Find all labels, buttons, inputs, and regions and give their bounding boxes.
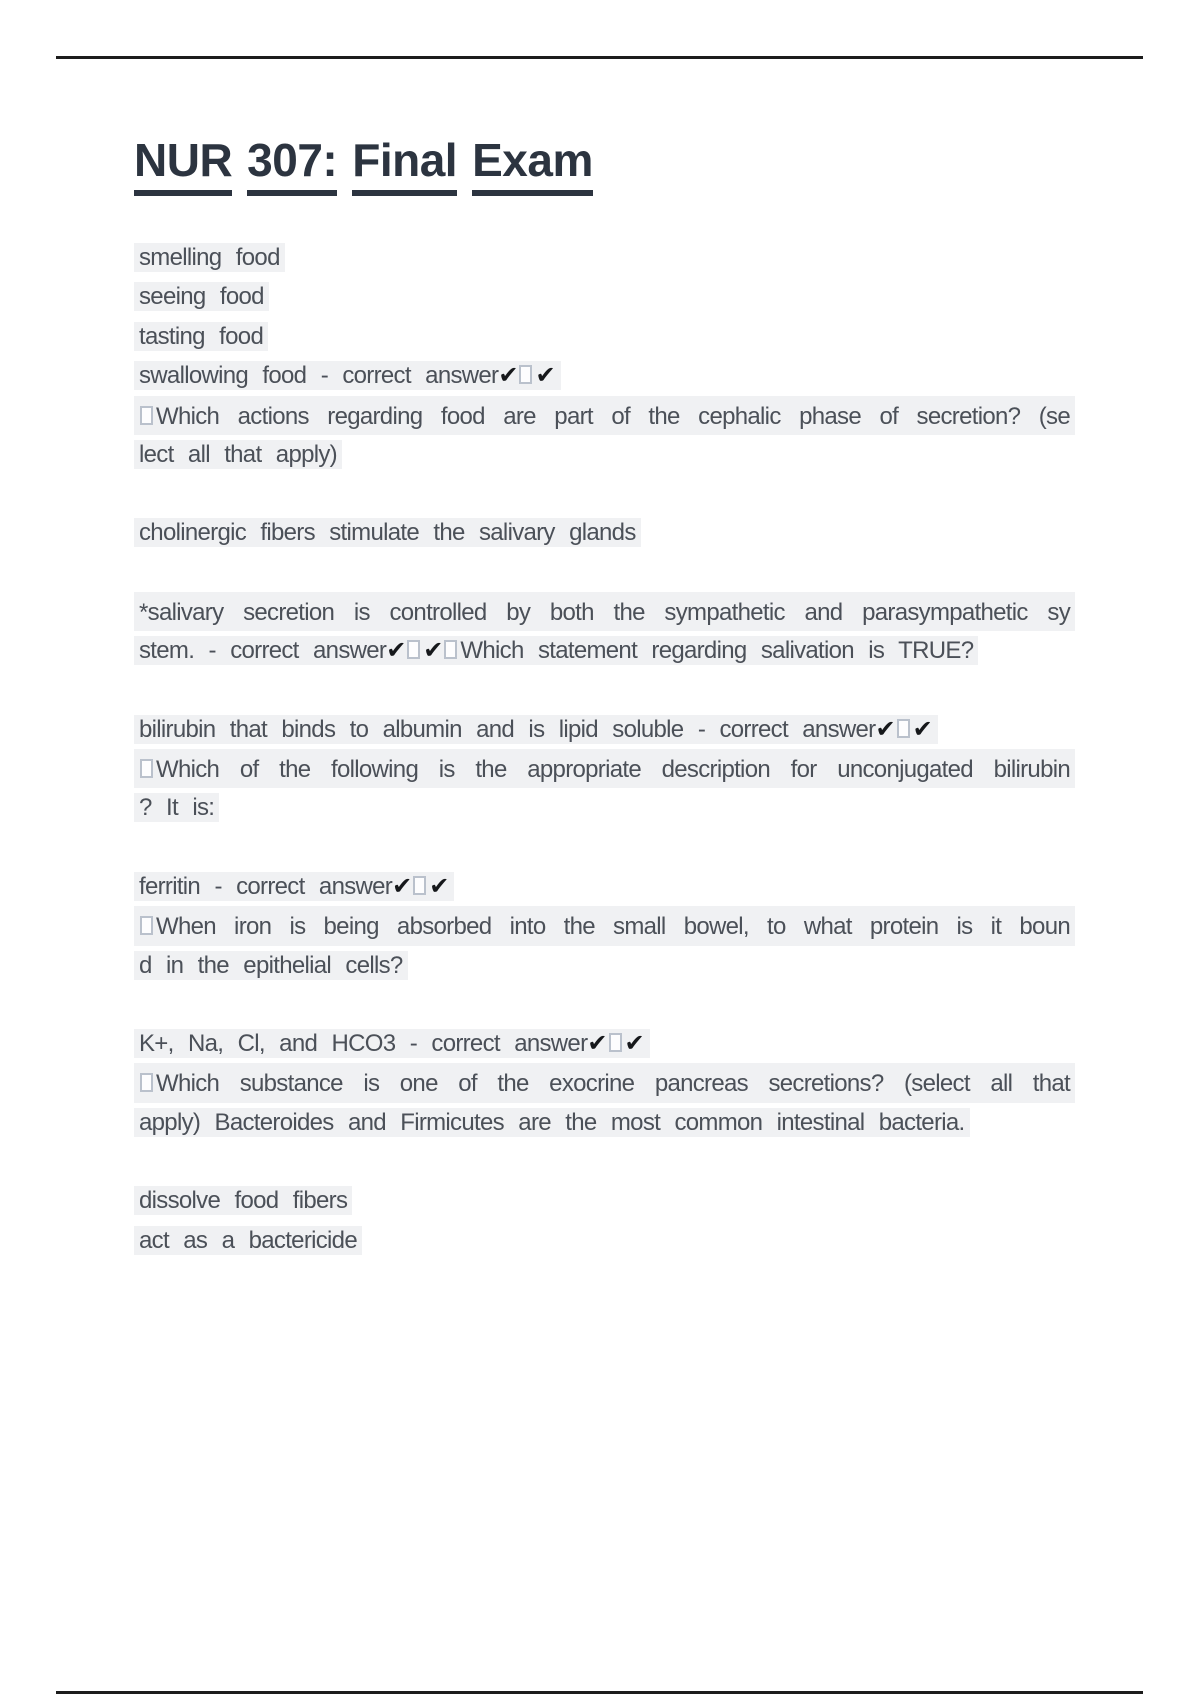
- highlighted-text: [134, 440, 342, 469]
- highlighted-text: [134, 518, 641, 547]
- missing-glyph-box-icon: [413, 876, 426, 895]
- highlighted-text: [134, 951, 408, 980]
- highlighted-text: [134, 396, 1075, 435]
- paragraph: [134, 1024, 1075, 1142]
- text-segment: swallowing food - correct answer: [139, 362, 499, 390]
- text-segment: cholinergic fibers stimulate the salivary glands: [139, 519, 636, 547]
- page-title: [134, 134, 593, 196]
- top-rule: [56, 56, 1143, 59]
- missing-glyph-box-icon: [140, 759, 153, 778]
- text-segment: dissolve food fibers: [139, 1187, 348, 1215]
- paragraph: [134, 592, 1075, 671]
- checkmark-icon: ✔: [429, 871, 450, 900]
- highlighted-text: [134, 1063, 1075, 1102]
- text-line: [134, 396, 1075, 435]
- missing-glyph-box-icon: [444, 640, 457, 659]
- title-word: 307:: [247, 134, 337, 196]
- checkmark-icon: ✔: [587, 1029, 608, 1058]
- missing-glyph-box-icon: [897, 719, 910, 738]
- text-segment: Which statement regarding salivation is TRUE?: [460, 637, 974, 665]
- highlighted-text: [134, 322, 268, 351]
- highlighted-text: [134, 1029, 650, 1058]
- highlighted-text: [134, 636, 978, 665]
- text-line: [134, 277, 1075, 316]
- title-word: Exam: [472, 134, 593, 196]
- missing-glyph-box-icon: [407, 640, 420, 659]
- paragraph: [134, 513, 1075, 552]
- paragraph: [134, 1181, 1075, 1260]
- checkmark-icon: ✔: [386, 636, 407, 665]
- text-segment: When iron is being absorbed into the small bowel, to what protein is it boun: [156, 913, 1070, 941]
- text-segment: lect all that apply): [139, 441, 337, 469]
- text-segment: ferritin - correct answer: [139, 872, 393, 900]
- text-segment: Which actions regarding food are part of the cephalic phase of secretion? (se: [156, 402, 1070, 430]
- text-segment: ? It is:: [139, 794, 215, 822]
- text-line: [134, 1063, 1075, 1102]
- highlighted-text: [134, 1186, 352, 1215]
- title-word: NUR: [134, 134, 232, 196]
- missing-glyph-box-icon: [609, 1033, 622, 1052]
- highlighted-text: [134, 361, 561, 390]
- text-segment: *salivary secretion is controlled by both the sympathetic and parasympathetic sy: [139, 598, 1070, 626]
- checkmark-icon: ✔: [912, 714, 933, 743]
- checkmark-icon: ✔: [875, 714, 896, 743]
- checkmark-icon: ✔: [498, 361, 519, 390]
- text-line: [134, 1181, 1075, 1220]
- text-segment: Which of the following is the appropriate description for unconjugated bilirubin: [156, 756, 1070, 784]
- document-body: [134, 238, 1075, 1299]
- highlighted-text: [134, 1108, 970, 1137]
- text-line: [134, 631, 1075, 670]
- text-line: [134, 435, 1075, 474]
- missing-glyph-box-icon: [140, 916, 153, 935]
- bottom-rule: [56, 1691, 1143, 1694]
- text-line: [134, 1103, 1075, 1142]
- text-segment: smelling food: [139, 244, 280, 271]
- missing-glyph-box-icon: [140, 1073, 153, 1092]
- highlighted-text: [134, 793, 219, 822]
- text-line: [134, 749, 1075, 788]
- checkmark-icon: ✔: [423, 636, 444, 665]
- missing-glyph-box-icon: [140, 406, 153, 425]
- missing-glyph-box-icon: [519, 365, 532, 384]
- highlighted-text: [134, 715, 938, 744]
- text-segment: d in the epithelial cells?: [139, 951, 403, 979]
- checkmark-icon: ✔: [624, 1029, 645, 1058]
- text-segment: K+, Na, Cl, and HCO3 - correct answer: [139, 1030, 588, 1058]
- paragraph: [134, 710, 1075, 828]
- text-line: [134, 1221, 1075, 1260]
- text-line: [134, 356, 1075, 395]
- text-line: [134, 592, 1075, 631]
- highlighted-text: [134, 592, 1075, 631]
- title-word: Final: [352, 134, 457, 196]
- text-segment: tasting food: [139, 322, 264, 350]
- highlighted-text: [134, 282, 269, 311]
- text-segment: seeing food: [139, 283, 264, 311]
- paragraph: [134, 238, 1075, 474]
- text-line: [134, 788, 1075, 827]
- text-line: [134, 946, 1075, 985]
- text-line: [134, 710, 1075, 749]
- highlighted-text: [134, 243, 285, 272]
- checkmark-icon: ✔: [535, 361, 556, 390]
- text-segment: stem. - correct answer: [139, 637, 387, 665]
- text-segment: apply) Bacteroides and Firmicutes are the most common intestinal bacteria.: [139, 1108, 965, 1136]
- text-line: [134, 906, 1075, 945]
- highlighted-text: [134, 1226, 362, 1255]
- paragraph: [134, 867, 1075, 985]
- text-segment: Which substance is one of the exocrine pancreas secretions? (select all that: [156, 1070, 1070, 1098]
- text-segment: act as a bactericide: [139, 1226, 357, 1254]
- highlighted-text: [134, 872, 454, 901]
- text-line: [134, 867, 1075, 906]
- highlighted-text: [134, 749, 1075, 788]
- checkmark-icon: ✔: [392, 871, 413, 900]
- text-line: [134, 513, 1075, 552]
- text-segment: bilirubin that binds to albumin and is lipid soluble - correct answer: [139, 715, 876, 743]
- highlighted-text: [134, 906, 1075, 945]
- text-line: [134, 317, 1075, 356]
- text-line: [134, 238, 1075, 277]
- text-line: [134, 1024, 1075, 1063]
